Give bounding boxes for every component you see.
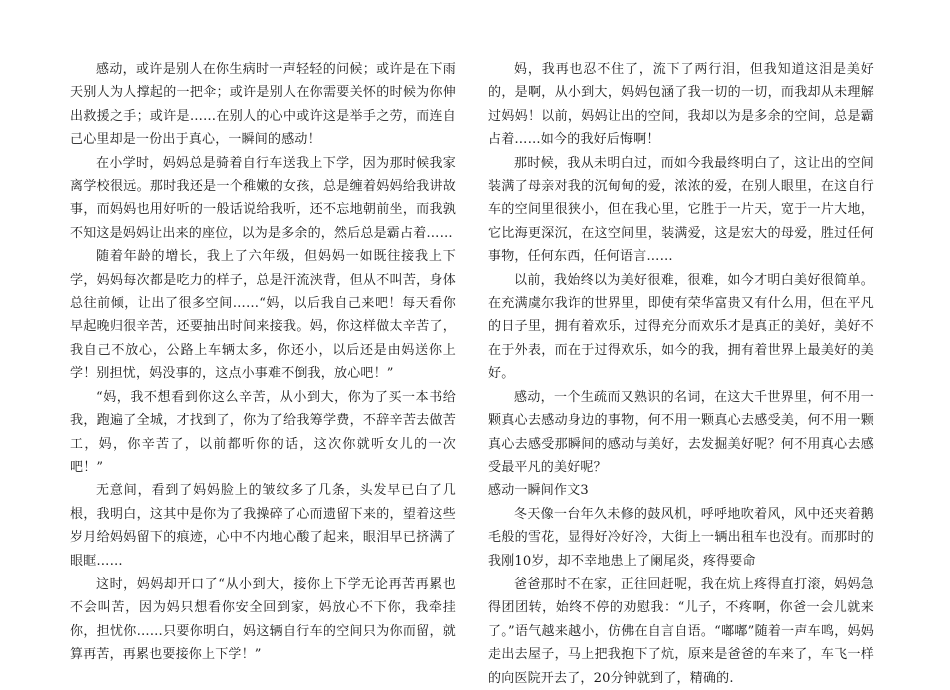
right-column <box>488 58 874 690</box>
section-heading: 感动一瞬间作文3 <box>488 483 589 499</box>
left-column <box>70 58 456 667</box>
paragraph: 妈，我再也忍不住了，流下了两行泪，但我知道这泪是美好的，是啊，从小到大，妈妈包涵了我一切的一切，而我却从未理解过妈妈！以前，妈妈让出的空间，我却以为是多余的空间，总是霸占着……如今的我好后悔啊！ <box>488 62 874 148</box>
paragraph: 这时，妈妈却开口了“从小到大，接你上下学无论再苦再累也不会叫苦，因为妈只想看你安全回到家，妈放心不下你，我牵挂你，担忧你……只要你明白，妈这辆自行车的空间只为你而留，就算再苦，再累也要接你上下学！” <box>70 576 456 663</box>
paragraph: 随着年龄的增长，我上了六年级，但妈妈一如既往接我上下学，妈妈每次都是吃力的样子，总是汗流浃背，但从不叫苦，身体总往前倾，让出了很多空间……“妈，以后我自己来吧！每天看你早起晚归很辛苦，还要抽出时间来接我。妈，你这样做太辛苦了，我自己不放心，公路上车辆太多，你还小，以后还是由妈送你上学！别担忧，妈没事的，这点小事难不倒我，放心吧！” <box>70 249 456 382</box>
paragraph: 冬天像一台年久未修的鼓风机，呼呼地吹着风，风中还夹着鹅毛般的雪花，显得好冷好冷，大街上一辆出租车也没有。而那时的我刚10岁，却不幸地患上了阑尾炎，疼得要命 <box>488 506 874 569</box>
paragraph: 以前，我始终以为美好很难，很难，如今才明白美好很简单。在充满虞尔我诈的世界里，即使有荣华富贵又有什么用，但在平凡的日子里，拥有着欢乐，过得充分而欢乐才是真正的美好，美好不在于外表，而在于过得欢乐，如今的我，拥有着世界上最美好的美好。 <box>488 272 874 382</box>
paragraph: 感动，一个生疏而又熟识的名词，在这大千世界里，何不用一颗真心去感动身边的事物，何不用一颗真心去感受美，何不用一颗真心去感受那瞬间的感动与美好，去发掘美好呢？何不用真心去感受最平凡的美好呢？ <box>488 389 874 475</box>
paragraph: 无意间，看到了妈妈脸上的皱纹多了几条，头发早已白了几根，我明白，这其中是你为了我操碎了心而遗留下来的，望着这些岁月给妈妈留下的痕迹，心中不内地心酸了起来，眼泪早已挤满了眼眶…… <box>70 483 456 569</box>
paragraph: 在小学时，妈妈总是骑着自行车送我上下学，因为那时候我家离学校很远。那时我还是一个稚嫩的女孩，总是缠着妈妈给我讲故事，而妈妈也用好听的一般话说给我听，还不忘地朝前坐，而我孰不知这是妈妈让出来的座位，以为是多余的，然后总是霸占着…… <box>70 155 456 241</box>
paragraph: 感动，或许是别人在你生病时一声轻轻的问候；或许是在下雨天别人为人撑起的一把伞；或许是别人在你需要关怀的时候为你伸出救援之手；或许是……在别人的心中或许这是举手之劳，而连自己心里却是一份出于真心，一瞬间的感动！ <box>70 62 456 148</box>
paragraph: 那时候，我从未明白过，而如今我最终明白了，这让出的空间装满了母亲对我的沉甸甸的爱，浓浓的爱，在别人眼里，在这自行车的空间里很狭小，但在我心里，它胜于一片天，宽于一片大地，它比海更深沉，在这空间里，装满爱，这是宏大的母爱，胜过任何事物，任何东西，任何语言…… <box>488 155 874 265</box>
paragraph: “妈，我不想看到你这么辛苦，从小到大，你为了买一本书给我，跑遍了全城，才找到了，你为了给我筹学费，不辞辛苦去做苦工，妈，你辛苦了，以前都听你的话，这次你就听女儿的一次吧！” <box>70 389 456 475</box>
paragraph: 爸爸那时不在家，正往回赶呢，我在炕上疼得直打滚，妈妈急得团团转，始终不停的劝慰我：“儿子，不疼啊，你爸一会儿就来了。”语气越来越小，仿佛在自言自语。“嘟嘟”随着一声车鸣，妈妈走出去屋子，马上把我抱下了炕，原来是爸爸的车来了，车飞一样的向医院开去了，20分钟就到了，精确的. <box>488 576 874 686</box>
